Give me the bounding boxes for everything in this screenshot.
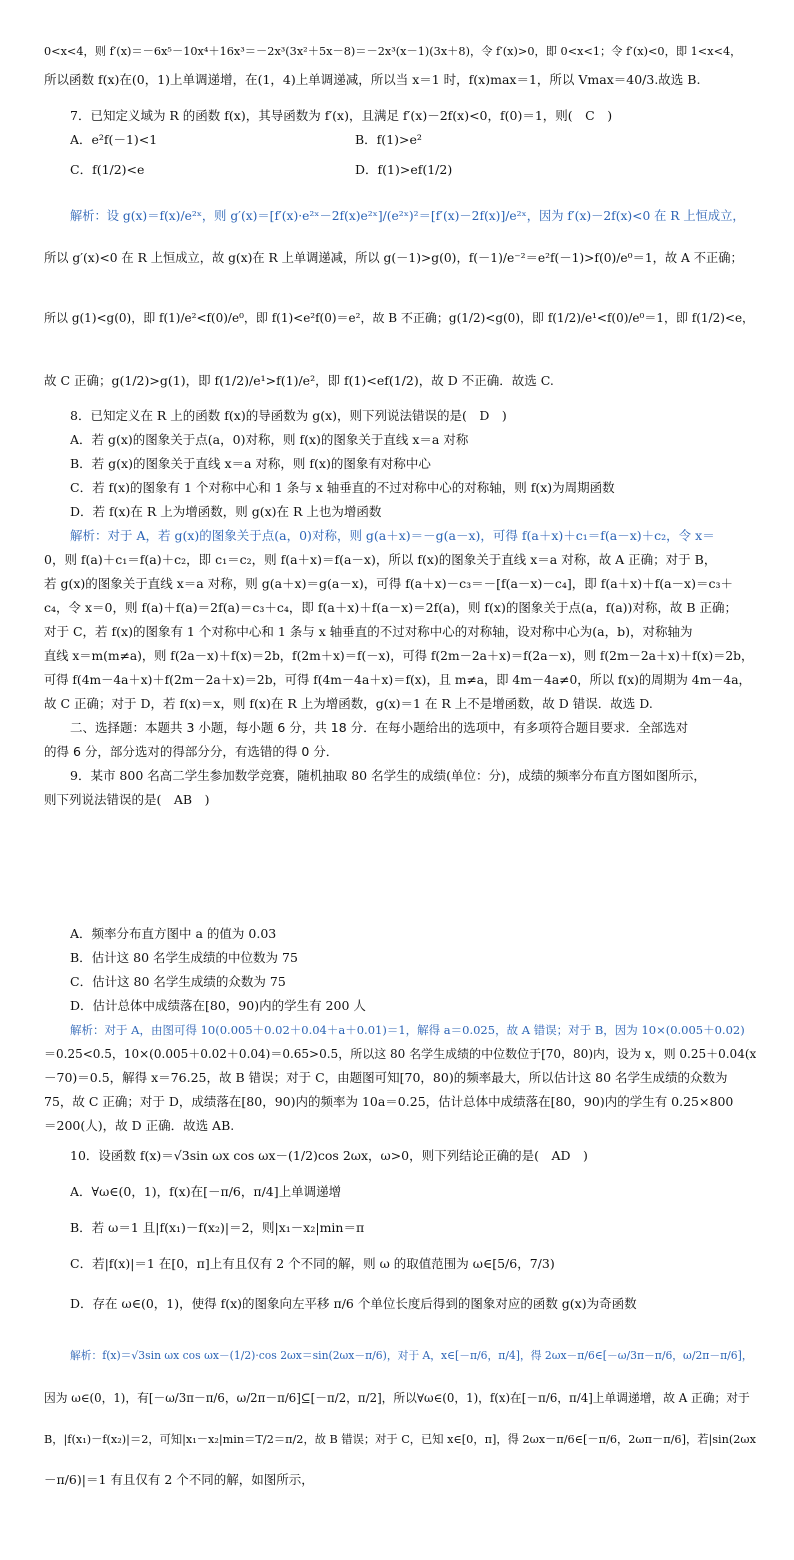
solution-line: 若 g(x)的图象关于直线 x＝a 对称，则 g(a＋x)＝g(a－x)，可得 f(a＋x)－c₃＝－[f(a－x)－c₄]，即 f(a＋x)＋f(a－x)＝c₃＋ xyxy=(44,576,733,591)
solution-line: 可得 f(4m－4a＋x)＋f(2m－2a＋x)＝2b，可得 f(4m－4a＋x)＝f(x)，且 m≠a，即 4m－4a≠0，所以 f(x)的周期为 4m－4a， xyxy=(44,673,751,687)
option-a: A．∀ω∈(0，1)，f(x)在[－π/6，π/4]上单调递增 xyxy=(70,1184,342,1199)
solution-line: 所以 g(1)<g(0)，即 f(1)/e²<f(0)/e⁰，即 f(1)<e²f(0)＝e²，故 B 不正确；g(1/2)<g(0)，即 f(1/2)/e¹<f(0)/e⁰＝1，即 f(1/2)<e， xyxy=(44,311,755,325)
solution-line: 对于 C，若 f(x)的图象有 1 个对称中心和 1 条与 x 轴垂直的不过对称中心的对称轴，设对称中心为(a，b)，对称轴为 xyxy=(44,624,693,639)
solution-line: 故 C 正确；对于 D，若 f(x)＝x，则 f(x)在 R 上为增函数，g(x)＝1 在 R 上不是增函数，故 D 错误．故选 D. xyxy=(44,696,653,711)
solution-line: －70)＝0.5，解得 x＝76.25，故 B 错误；对于 C，由题图可知[70，80)的频率最大，所以估计这 80 名学生成绩的众数为 xyxy=(44,1070,728,1085)
solution-line: 75，故 C 正确；对于 D，成绩落在[80，90)内的频率为 10a＝0.25，估计总体中成绩落在[80，90)内的学生有 0.25×800 xyxy=(44,1094,734,1109)
option-a: A．e²f(－1)<1 xyxy=(70,132,158,147)
question-9: 9．某市 800 名高二学生参加数学竞赛，随机抽取 80 名学生的成绩(单位：分)，成绩的频率分布直方图如图所示， xyxy=(70,768,706,783)
text-line: 0<x<4，则 f′(x)＝－6x⁵－10x⁴＋16x³＝－2x³(3x²＋5x－8)＝－2x³(x－1)(3x＋8)，令 f′(x)>0，即 0<x<1；令 f′(x)<0，即 1<x<4， xyxy=(44,45,742,58)
question-9: 则下列说法错误的是( AB ) xyxy=(44,792,210,807)
solution-line: 解析：对于 A，由图可得 10(0.005＋0.02＋0.04＋a＋0.01)＝1，解得 a＝0.025，故 A 错误；对于 B，因为 10×(0.005＋0.02) xyxy=(70,1023,745,1037)
text-line: 所以函数 f(x)在(0，1)上单调递增，在(1，4)上单调递减，所以当 x＝1 时，f(x)max＝1，所以 Vmax＝40/3.故选 B. xyxy=(44,72,701,87)
solution-line: 故 C 正确；g(1/2)>g(1)，即 f(1/2)/e¹>f(1)/e²，即 f(1)<ef(1/2)，故 D 不正确．故选 C. xyxy=(44,373,554,388)
solution-line: 解析：设 g(x)＝f(x)/e²ˣ，则 g′(x)＝[f′(x)·e²ˣ－2f(x)e²ˣ]/(e²ˣ)²＝[f′(x)－2f(x)]/e²ˣ，因为 f′(x)－2f(x)<0 在 R 上恒成立， xyxy=(70,209,745,223)
solution-line: 直线 x＝m(m≠a)，则 f(2a－x)＋f(x)＝2b，f(2m＋x)＝f(－x)，可得 f(2m－2a＋x)＝f(2a－x)，则 f(2m－2a＋x)＋f(x)＝2b， xyxy=(44,649,754,663)
solution-line: 解析：对于 A，若 g(x)的图象关于点(a，0)对称，则 g(a＋x)＝－g(a－x)，可得 f(a＋x)＋c₁＝f(a－x)＋c₂，令 x＝ xyxy=(70,528,715,543)
option-d: D．估计总体中成绩落在[80，90)内的学生有 200 人 xyxy=(70,998,366,1013)
solution-line: B，|f(x₁)－f(x₂)|＝2，可知|x₁－x₂|min＝T/2＝π/2，故 B 错误；对于 C，已知 x∈[0，π]，得 2ωx－π/6∈[－π/6，2ωπ－π/6]，若|sin(2ωx xyxy=(44,1433,756,1446)
solution-line: ＝200(人)，故 D 正确．故选 AB. xyxy=(44,1118,235,1133)
section-heading: 的得 6 分，部分选对的得部分分，有选错的得 0 分． xyxy=(44,744,339,759)
option-d: D．f(1)>ef(1/2) xyxy=(355,162,453,177)
option-d: D．存在 ω∈(0，1)，使得 f(x)的图象向左平移 π/6 个单位长度后得到的图象对应的函数 g(x)为奇函数 xyxy=(70,1296,637,1311)
option-c: C．若 f(x)的图象有 1 个对称中心和 1 条与 x 轴垂直的不过对称中心的对称轴，则 f(x)为周期函数 xyxy=(70,480,615,495)
solution-line: 0，则 f(a)＋c₁＝f(a)＋c₂，即 c₁＝c₂，则 f(a＋x)＝f(a－x)，所以 f(x)的图象关于直线 x＝a 对称，故 A 正确；对于 B， xyxy=(44,552,717,567)
section-heading: 二、选择题：本题共 3 小题，每小题 6 分，共 18 分．在每小题给出的选项中，有多项符合题目要求．全部选对 xyxy=(70,720,689,735)
solution-line: －π/6)|＝1 有且仅有 2 个不同的解，如图所示， xyxy=(44,1472,314,1487)
solution-line: 解析：f(x)＝√3sin ωx cos ωx－(1/2)·cos 2ωx＝sin(2ωx－π/6)，对于 A，x∈[－π/6，π/4]，得 2ωx－π/6∈[－ω/3π－π/6，ω/2π－π/6]， xyxy=(70,1349,753,1362)
option-b: B．估计这 80 名学生成绩的中位数为 75 xyxy=(70,950,298,965)
option-c: C．估计这 80 名学生成绩的众数为 75 xyxy=(70,974,286,989)
option-a: A．若 g(x)的图象关于点(a，0)对称，则 f(x)的图象关于直线 x＝a 对称 xyxy=(70,432,469,447)
solution-line: 因为 ω∈(0，1)，有[－ω/3π－π/6，ω/2π－π/6]⊆[－π/2，π/2]，所以∀ω∈(0，1)，f(x)在[－π/6，π/4]上单调递增，故 A 正确；对于 xyxy=(44,1391,750,1405)
solution-line: 所以 g′(x)<0 在 R 上恒成立，故 g(x)在 R 上单调递减，所以 g(－1)>g(0)，f(－1)/e⁻²＝e²f(－1)>f(0)/e⁰＝1，故 A 不正确； xyxy=(44,251,743,265)
question-7: 7．已知定义域为 R 的函数 f(x)，其导函数为 f′(x)，且满足 f′(x)－2f(x)<0，f(0)＝1，则( C ) xyxy=(70,108,613,123)
option-a: A．频率分布直方图中 a 的值为 0.03 xyxy=(70,926,277,941)
option-d: D．若 f(x)在 R 上为增函数，则 g(x)在 R 上也为增函数 xyxy=(70,504,382,519)
option-c: C．若|f(x)|＝1 在[0，π]上有且仅有 2 个不同的解，则 ω 的取值范围为 ω∈[5/6，7/3) xyxy=(70,1256,555,1271)
question-8: 8．已知定义在 R 上的函数 f(x)的导函数为 g(x)，则下列说法错误的是( D ) xyxy=(70,408,507,423)
solution-line: ＝0.25<0.5，10×(0.005＋0.02＋0.04)＝0.65>0.5，所以这 80 名学生成绩的中位数位于[70，80)内，设为 x，则 0.25＋0.04(x xyxy=(44,1047,756,1061)
option-b: B．f(1)>e² xyxy=(355,132,422,147)
option-c: C．f(1/2)<e xyxy=(70,162,145,177)
option-b: B．若 ω＝1 且|f(x₁)－f(x₂)|＝2，则|x₁－x₂|min＝π xyxy=(70,1220,365,1235)
solution-line: c₄，令 x＝0，则 f(a)＋f(a)＝2f(a)＝c₃＋c₄，即 f(a＋x)＋f(a－x)＝2f(a)，则 f(x)的图象关于点(a，f(a))对称，故 B 正确； xyxy=(44,600,738,615)
option-b: B．若 g(x)的图象关于直线 x＝a 对称，则 f(x)的图象有对称中心 xyxy=(70,456,431,471)
question-10: 10．设函数 f(x)＝√3sin ωx cos ωx－(1/2)cos 2ωx，ω>0，则下列结论正确的是( AD ) xyxy=(70,1148,588,1163)
